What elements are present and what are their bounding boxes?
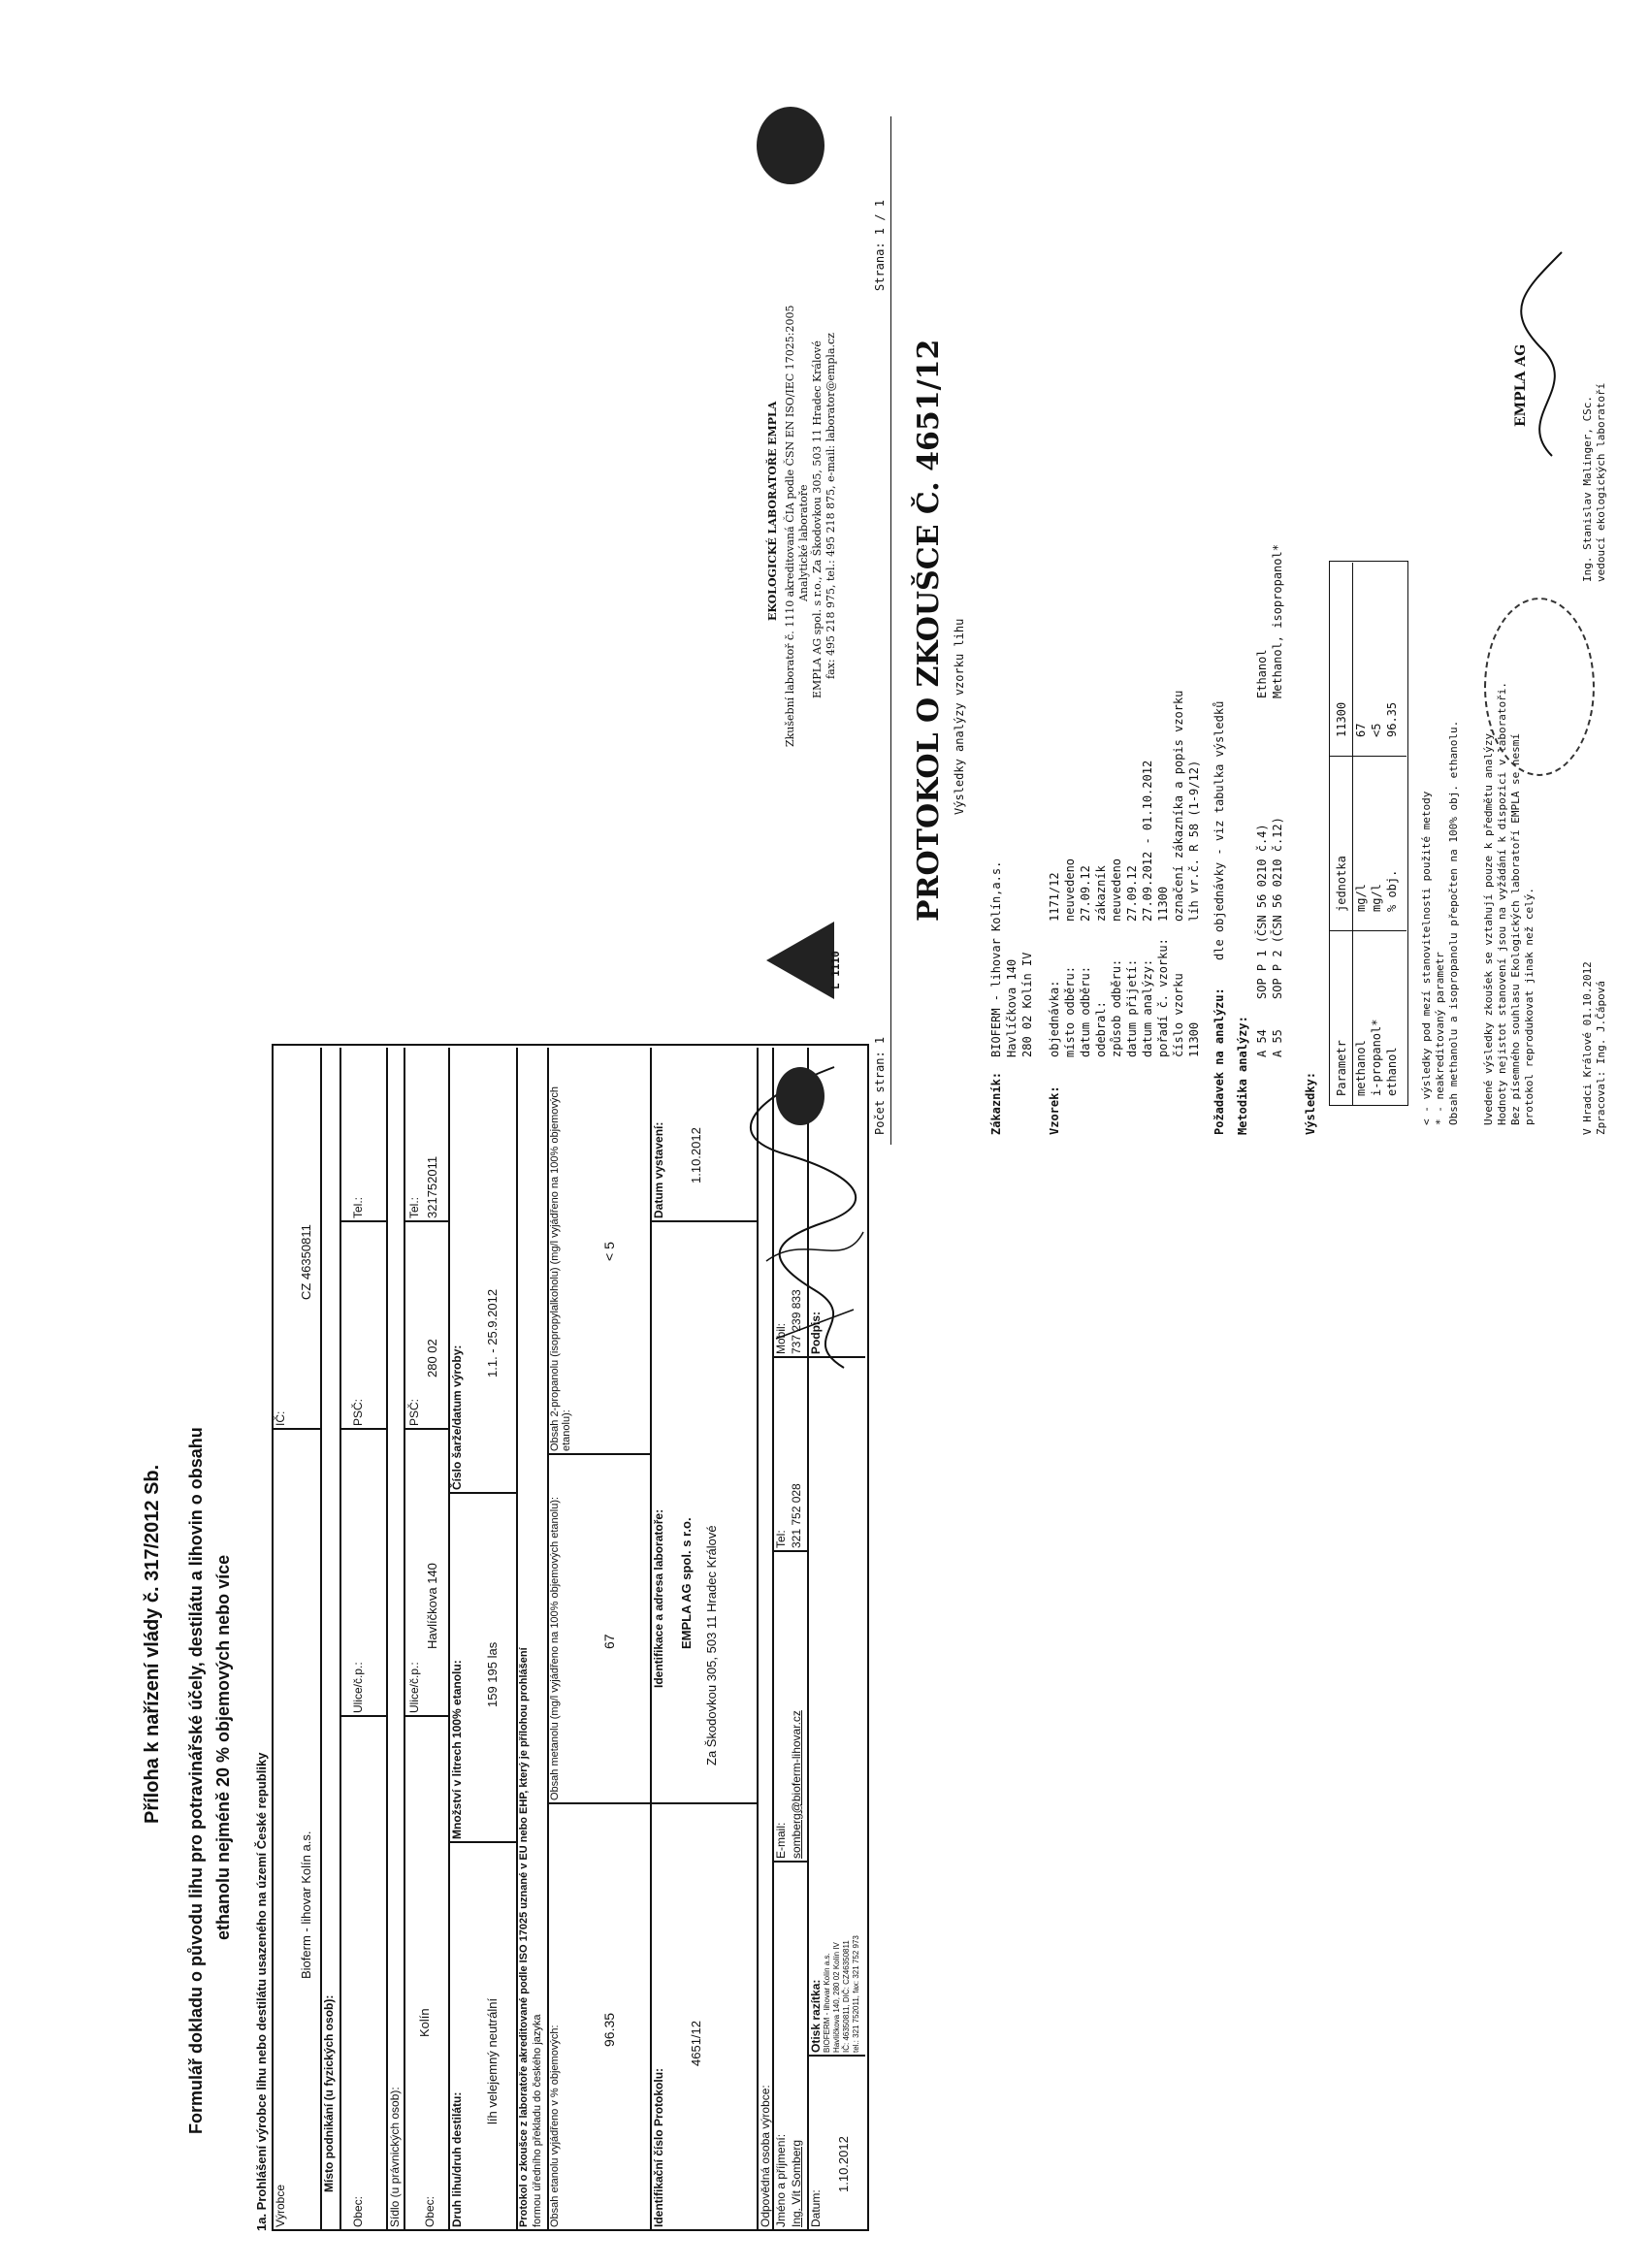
phone-value-3: 321 752 028 (790, 1483, 803, 1548)
lab-header-1: EKOLOGICKÉ LABORATOŘE EMPLA (766, 401, 779, 621)
protocol-note: Protokol o zkoušce z laboratoře akreditované podle ISO 17025 uznané v EU nebo EHP, který je přílohou prohlášení (518, 1647, 530, 2227)
municipality-label: Obec: (351, 2195, 365, 2227)
method-sop: SOP P 2 (ČSN 56 0210 č.12) (1271, 817, 1284, 999)
methanol-value: 67 (601, 1634, 617, 1649)
batch-value: 1.1. - 25.9.2012 (485, 1288, 500, 1377)
origin-declaration-form (136, 1038, 873, 2231)
phone-label-2: Tel.: (407, 1196, 421, 1218)
statement-2: Hodnoty nejistot stanovení jsou na vyžádání k dispozici v laboratoři. (1496, 682, 1508, 1125)
postcode-label: PSČ: (351, 1398, 365, 1426)
sample-field-label: pořadí č. vzorku: (1156, 938, 1170, 1057)
processed-by: Zpracoval: Ing. J.Čápová (1595, 981, 1607, 1135)
approver-name: Ing. Stanislav Malinger, CSc. (1581, 395, 1594, 582)
spirit-type-value: líh velejemný neutrální (485, 1997, 500, 2124)
protocol-subtitle: Výsledky analýzy vzorku lihu (953, 618, 966, 815)
sample-field-label: způsob odběru: (1110, 958, 1123, 1057)
results-cell: % obj. (1385, 869, 1399, 912)
lab-header-4: EMPLA AG spol. s r.o., Za Škodovkou 305, 503 11 Hradec Králové (811, 340, 824, 698)
sample-field-value: líh vr.č. R 58 (1-9/12) (1187, 760, 1201, 922)
results-label: Výsledky: (1304, 1071, 1317, 1135)
statement-1: Uvedené výsledky zkoušek se vztahují pouze k předmětu analýzy. (1482, 727, 1495, 1125)
results-cell: methanol (1354, 1040, 1368, 1096)
municipality-label-2: Obec: (423, 2195, 436, 2227)
lab-header-5: fax: 495 218 975, tel.: 495 218 875, e-mail: laborator@empla.cz (824, 333, 837, 679)
results-cell: mg/l (1370, 884, 1383, 912)
stamp-line-2: Havlíčkova 140, 280 02 Kolín IV (832, 1942, 841, 2053)
phone-label-3: Tel: (774, 1530, 788, 1548)
sample-field-label: datum analýzy: (1141, 958, 1154, 1057)
note-3: Obsah methanolu a isopropanolu přepočten na 100% obj. ethanolu. (1447, 720, 1460, 1125)
methanol-label: Obsah metanolu (mg/l vyjádřeno na 100% objemových etanolu): (549, 1496, 561, 1800)
sample-field-value: 27.09.2012 - 01.10.2012 (1141, 760, 1154, 922)
protocol-note-2: formou úředního překladu do českého jazyka (532, 2014, 543, 2227)
registered-office-label: Sídlo (u právnických osob): (388, 2087, 402, 2227)
sample-field-label: datum přijetí: (1125, 958, 1139, 1057)
results-grid-line (1352, 563, 1353, 1106)
protocol-title: PROTOKOL O ZKOUŠCE Č. 4651/12 (912, 339, 946, 922)
section-heading: 1a. Prohlášení výrobce lihu nebo destilátu usazeného na území České republiky (254, 1752, 269, 2231)
note-2: * - neakreditovaný parametr (1434, 952, 1446, 1125)
lab-address: Za Škodovkou 305, 503 11 Hradec Králové (704, 1525, 719, 1766)
sample-field-value: 11300 (1156, 886, 1170, 922)
lab-header-2: Zkušební laboratoř č. 1110 akreditovaná ČIA podle ČSN EN ISO/IEC 17025:2005 (784, 305, 796, 747)
mobile-value: 737 239 833 (790, 1289, 803, 1354)
sample-field-value: neuvedeno (1063, 858, 1077, 922)
approver-signature (1513, 213, 1581, 466)
postcode-label-2: PSČ: (407, 1398, 421, 1426)
lab-round-stamp (1484, 598, 1595, 776)
approver-role: vedoucí ekologických laboratoří (1595, 382, 1607, 582)
method-code: A 55 (1271, 1029, 1284, 1057)
manufacturer-value: Bioferm - lihovar Kolín a.s. (299, 1831, 313, 1979)
batch-label: Číslo šarže/datum výroby: (450, 1345, 464, 1490)
results-cell: 67 (1354, 723, 1368, 737)
sample-field-value: 27.09.12 (1079, 865, 1092, 922)
stamp-line-3: IČ: 46350811, DIČ: CZ46350811 (842, 1940, 851, 2053)
propanol-value: < 5 (601, 1242, 617, 1261)
ic-label: IČ: (274, 1410, 287, 1426)
customer-label: Zákazník: (989, 1071, 1003, 1135)
sample-field-label: datum odběru: (1079, 966, 1092, 1057)
issue-date-label: Datum vystavení: (652, 1121, 665, 1218)
results-cell: 96.35 (1385, 701, 1399, 737)
manufacturer-label: Výrobce (274, 2184, 287, 2227)
quantity-value: 159 195 las (485, 1641, 500, 1707)
sample-field-label: odebral: (1094, 1001, 1108, 1057)
lab-header-3: Analytické laboratoře (797, 484, 810, 601)
email-label: E-mail: (774, 1822, 788, 1859)
date-value: 1.10.2012 (836, 2136, 851, 2192)
propanol-label: Obsah 2-propanolu (isopropylalkoholu) (mg/l vyjádřeno na 100% objemových etanolu): (549, 1085, 572, 1451)
quantity-label: Množství v litrech 100% etanolu: (450, 1660, 464, 1839)
empla-logo (757, 107, 824, 184)
customer-line-1: BIOFERM - lihovar Kolín,a.s. (989, 860, 1003, 1057)
business-place-label: Místo podnikání (u fyzických osob): (322, 1994, 336, 2192)
results-header-cell: 11300 (1335, 701, 1348, 737)
name-label: Jméno a příjmení: (774, 2133, 788, 2227)
phone-value-2: 321752011 (425, 1155, 439, 1218)
results-header-cell: jednotka (1335, 856, 1348, 912)
issue-date-value: 1.10.2012 (689, 1127, 703, 1183)
stamp-label: Otisk razítka: (809, 1979, 823, 2053)
results-grid-line (1329, 930, 1406, 931)
results-cell: i-propanol* (1370, 1019, 1383, 1096)
form-title: Příloha k nařízení vlády č. 317/2012 Sb. (142, 1464, 163, 1824)
page-count: Počet stran: 1 (873, 1036, 887, 1135)
street-label: Ulice/č.p.: (351, 1662, 365, 1713)
sample-field-label: objednávka: (1048, 980, 1061, 1057)
lab-name: EMPLA AG spol. s r.o. (679, 1517, 694, 1649)
stamp-text: EMPLA AG (1513, 343, 1529, 427)
street-value-2: Havlíčkova 140 (425, 1563, 439, 1649)
street-label-2: Ulice/č.p.: (407, 1662, 421, 1713)
sample-field-label: číslo vzorku (1172, 973, 1185, 1057)
statement-3: Bez písemného souhlasu Ekologických laboratoří EMPLA se nesmí (1509, 733, 1522, 1125)
method-parameter: Methanol, isopropanol* (1271, 544, 1284, 698)
protocol-id-value: 4651/12 (689, 2021, 703, 2066)
mobile-label: Mobil: (774, 1322, 788, 1354)
results-grid-line (1329, 756, 1406, 757)
place-date: V Hradci Králové 01.10.2012 (1581, 961, 1594, 1135)
accreditation-code: L 1110 (829, 951, 842, 989)
postcode-value-2: 280 02 (425, 1339, 439, 1377)
sample-field-value: 27.09.12 (1125, 865, 1139, 922)
sample-field-value: neuvedeno (1110, 858, 1123, 922)
stamp-line-4: tel.: 321 752011, fax: 321 752 973 (852, 1935, 860, 2053)
form-subtitle-2: ethanolu nejméně 20 % objemových nebo více (213, 1554, 233, 1940)
date-label: Datum: (809, 2189, 823, 2227)
ethanol-content-value: 96.35 (601, 2012, 617, 2047)
lab-logo-left (776, 1067, 824, 1125)
ic-value: CZ 46350811 (299, 1224, 313, 1300)
results-header-cell: Parametr (1335, 1040, 1348, 1096)
stamp-line-1: BIOFERM - lihovar Kolín a.s. (823, 1953, 831, 2053)
accreditation-logo (766, 922, 834, 999)
request-value: dle objednávky - viz tabulka výsledků (1212, 700, 1226, 960)
sample-field-value: zákazník (1094, 865, 1108, 922)
name-value: Ing. Vít Somberg (790, 2139, 803, 2227)
results-cell: <5 (1370, 723, 1383, 737)
responsible-person-label: Odpovědná osoba výrobce: (759, 2085, 772, 2227)
customer-line-3: 280 02 Kolín IV (1020, 952, 1034, 1057)
phone-label: Tel.: (351, 1196, 365, 1218)
results-cell: ethanol (1385, 1047, 1399, 1096)
ethanol-content-label: Obsah etanolu vyjádřeno v % objemových: (549, 2025, 561, 2227)
results-table (1329, 561, 1408, 1106)
protocol-id-label: Identifikační číslo Protokolu: (652, 2067, 665, 2227)
test-protocol (737, 97, 1610, 1164)
signature-label: Podpis: (809, 1312, 823, 1354)
municipality-value-2: Kolín (417, 2008, 432, 2037)
form-subtitle-1: Formulář dokladu o původu lihu pro potravinářské účely, destilátu a lihovin o obsahu (186, 1427, 206, 2134)
page-number: Strana: 1 / 1 (873, 200, 887, 291)
results-cell: mg/l (1354, 884, 1368, 912)
sample-label: Vzorek: (1048, 1085, 1061, 1135)
email-value: somberg@bioferm-lihovar.cz (790, 1710, 803, 1859)
sample-field-label: 11300 (1187, 1021, 1201, 1057)
method-parameter: Ethanol (1255, 649, 1269, 698)
lab-label: Identifikace a adresa laboratoře: (652, 1508, 665, 1688)
spirit-type-label: Druh lihu/druh destilátu: (450, 2091, 464, 2227)
method-label: Metodika analýzy: (1236, 1016, 1249, 1135)
method-code: A 54 (1255, 1029, 1269, 1057)
sample-field-value: označení zákazníka a popis vzorku (1172, 690, 1185, 922)
customer-line-2: Havlíčkova 140 (1005, 958, 1018, 1057)
sample-field-label: místo odběru: (1063, 966, 1077, 1057)
note-1: < - výsledky pod mezí stanovitelnosti použité metody (1420, 791, 1433, 1125)
method-sop: SOP P 1 (ČSN 56 0210 č.4) (1255, 824, 1269, 999)
request-label: Požadavek na analýzu: (1212, 988, 1226, 1135)
statement-4: protokol reprodukovat jinak než celý. (1523, 887, 1536, 1125)
sample-field-value: 1171/12 (1048, 872, 1061, 922)
